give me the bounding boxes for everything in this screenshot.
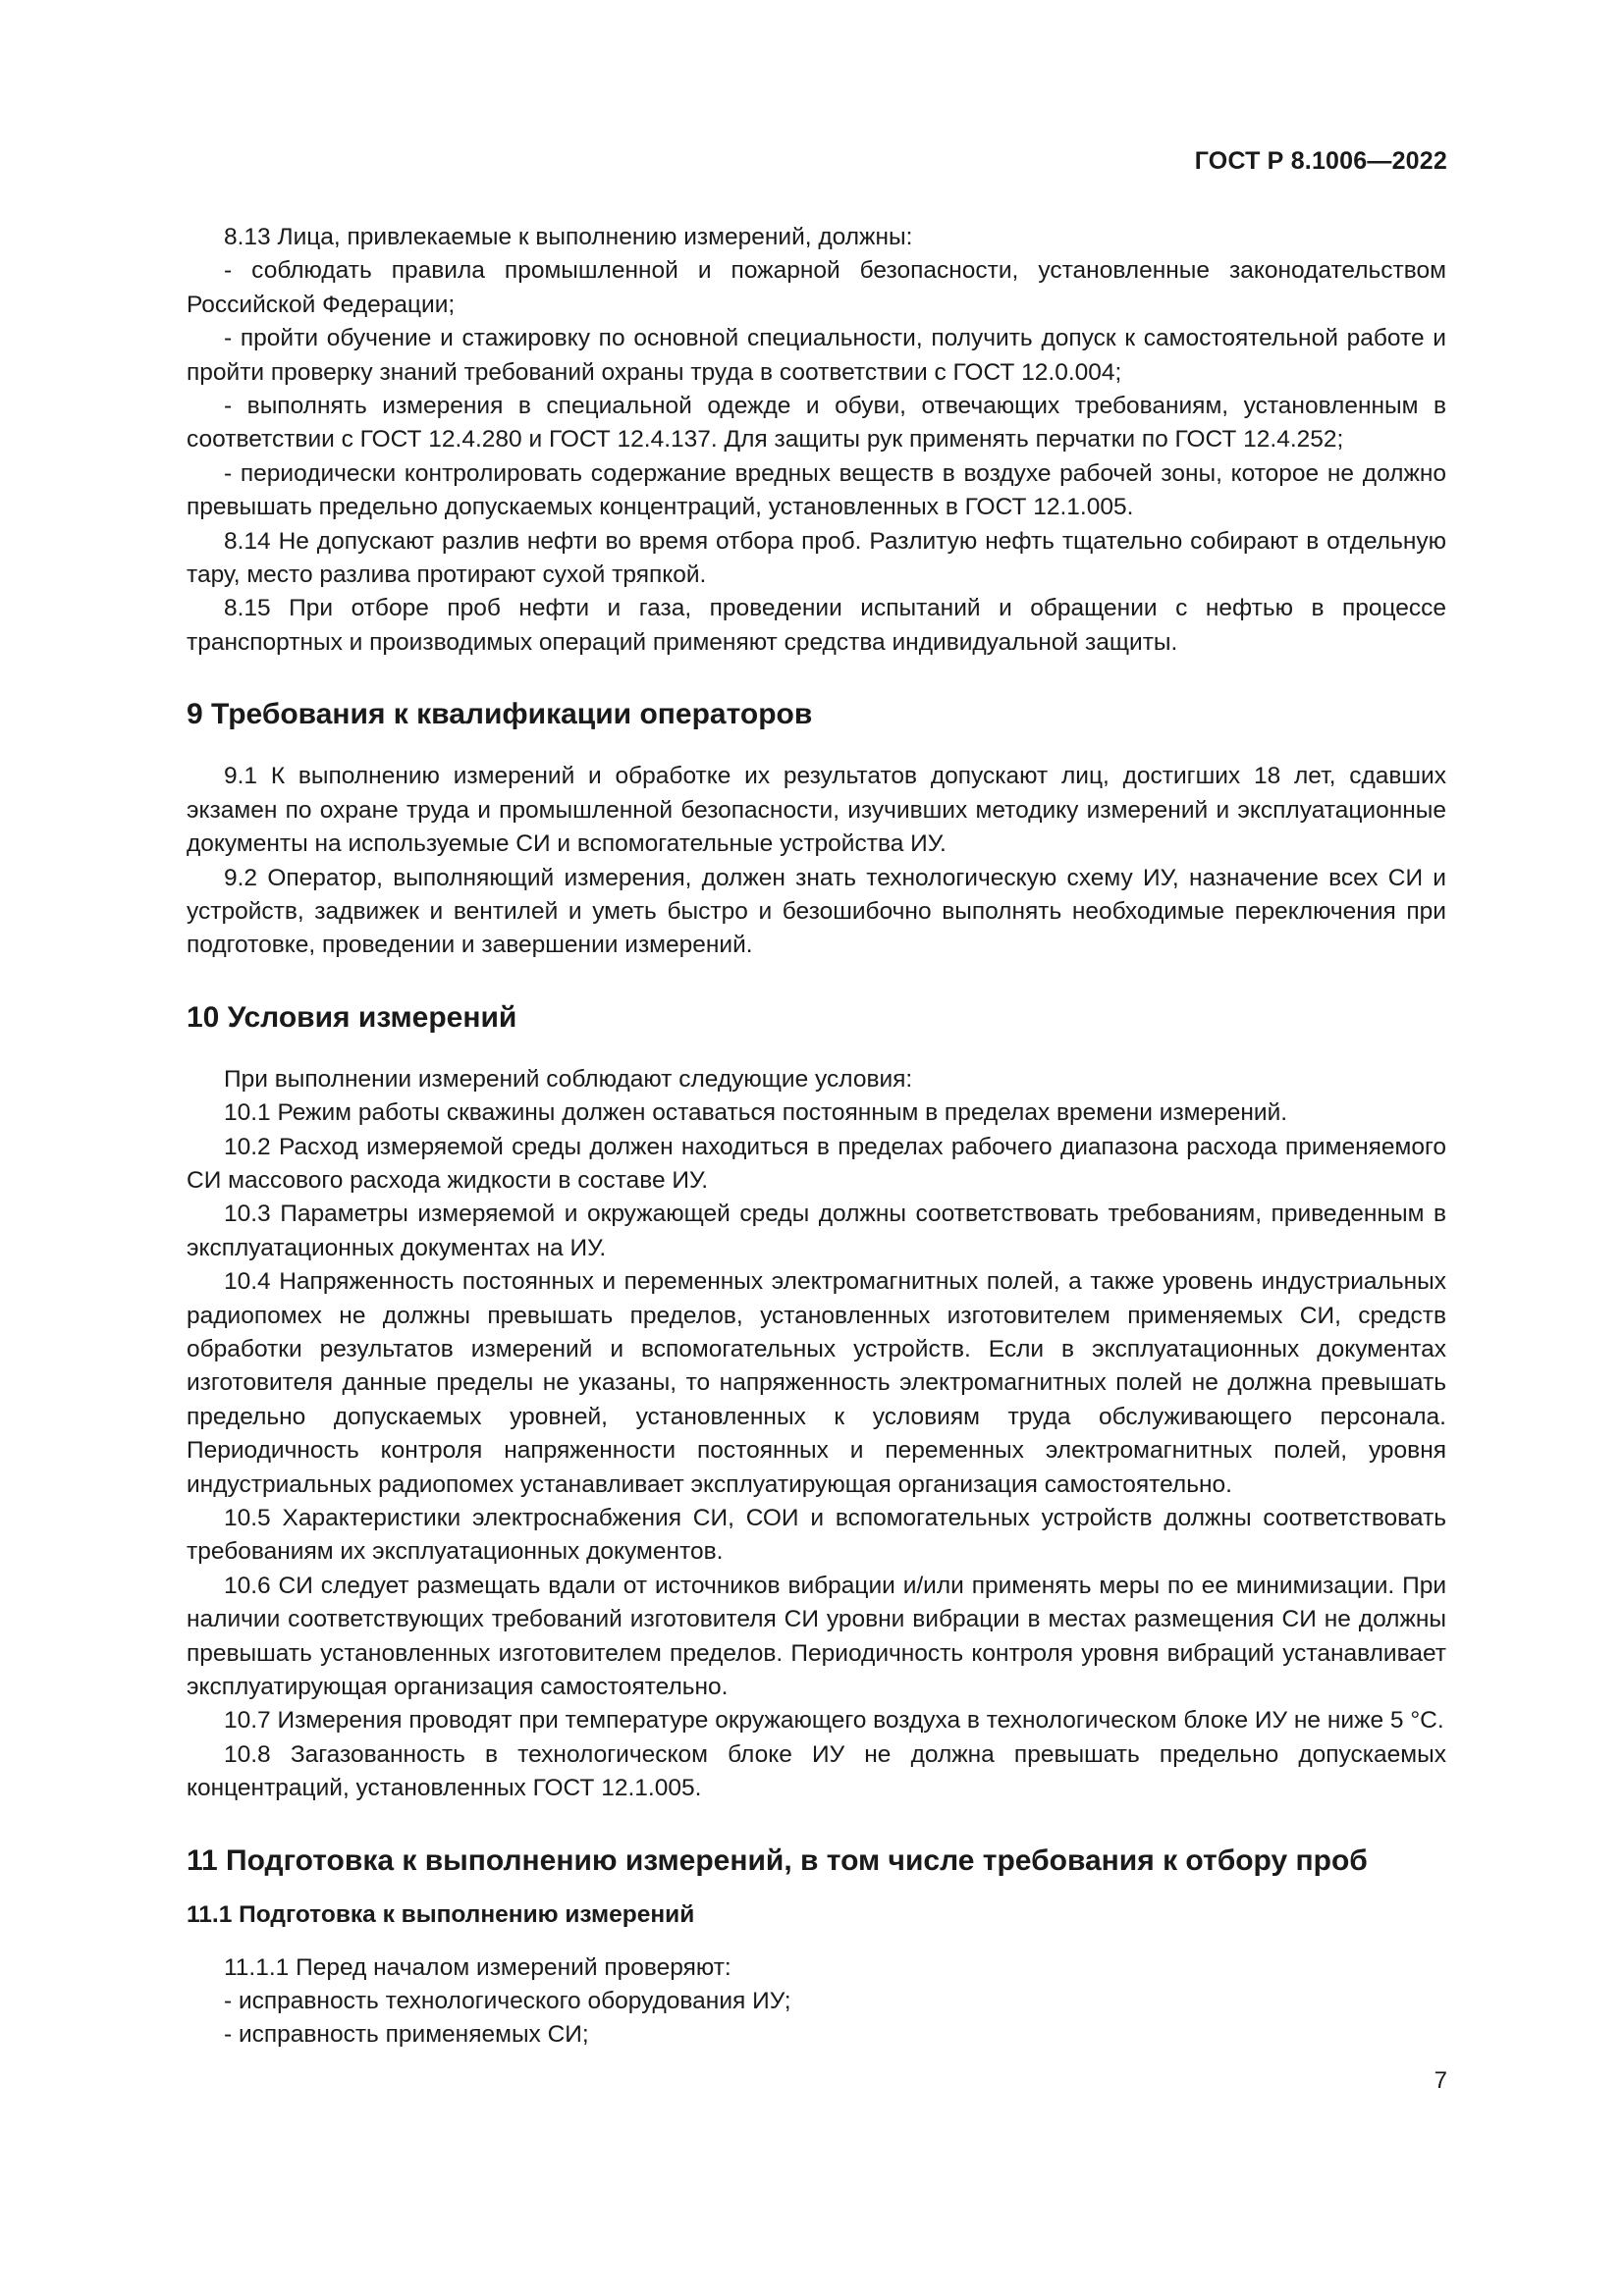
subsection-11-1-heading: 11.1 Подготовка к выполнению измерений [187, 1900, 695, 1928]
paragraph-10-2: 10.2 Расход измеряемой среды должен находиться в пределах рабочего диапазона расхода применяемого СИ массового расхода жидкости в составе ИУ. [187, 1133, 1446, 1194]
section-9-heading: 9 Требования к квалификации операторов [187, 698, 813, 731]
list-item-8-13-2: - пройти обучение и стажировку по основной специальности, получить допуск к самостоятельной работе и пройти проверку знаний требований охраны труда в соответствии с ГОСТ 12.0.004; [187, 325, 1446, 386]
paragraph-10-6: 10.6 СИ следует размещать вдали от источников вибрации и/или применять меры по ее минимизации. При наличии соответствующих требований изготовителя СИ уровни вибрации в местах размещения СИ не должны превышать установленных изготовителем пределов. Периодичность контроля уровня вибраций устанавливает эксплуатирующая организация самостоятельно. [187, 1572, 1446, 1701]
list-item-11-1-1-2: - исправность применяемых СИ; [224, 2021, 589, 2049]
paragraph-10-4: 10.4 Напряженность постоянных и переменных электромагнитных полей, а также уровень индустриальных радиопомех не должны превышать пределов, установленных изготовителем применяемых СИ, средств обработки результатов измерений и вспомогательных устройств. Если в эксплуатационных документах изготовителя данные пределы не указаны, то напряженность электромагнитных полей не должна превышать предельно допускаемых уровней, установленных к условиям труда обслуживающего персонала. Периодичность контроля напряженности постоянных и переменных электромагнитных полей, уровня индустриальных радиопомех устанавливает эксплуатирующая организация самостоятельно. [187, 1268, 1446, 1498]
section-10-heading: 10 Условия измерений [187, 1000, 517, 1034]
list-item-8-13-3: - выполнять измерения в специальной одежде и обуви, отвечающих требованиям, установленным в соответствии с ГОСТ 12.4.280 и ГОСТ 12.4.137. Для защиты рук применять перчатки по ГОСТ 12.4.252; [187, 393, 1446, 454]
list-item-8-13-4: - периодически контролировать содержание вредных веществ в воздухе рабочей зоны, которое не должно превышать предельно допускаемых концентраций, установленных в ГОСТ 12.1.005. [187, 459, 1446, 521]
paragraph-10-8: 10.8 Загазованность в технологическом блоке ИУ не должна превышать предельно допускаемых концентраций, установленных ГОСТ 12.1.005. [187, 1740, 1446, 1802]
paragraph-8-14: 8.14 Не допускают разлив нефти во время отбора проб. Разлитую нефть тщательно собирают в отдельную тару, место разлива протирают сухой тряпкой. [187, 527, 1446, 589]
section-11-heading: 11 Подготовка к выполнению измерений, в том числе требования к отбору проб [187, 1843, 1368, 1877]
paragraph-10-1: 10.1 Режим работы скважины должен оставаться постоянным в пределах времени измерений. [224, 1099, 1288, 1127]
list-item-11-1-1-1: - исправность технологического оборудования ИУ; [224, 1988, 791, 2015]
paragraph-10-5: 10.5 Характеристики электроснабжения СИ, СОИ и вспомогательных устройств должны соответствовать требованиям их эксплуатационных документов. [187, 1505, 1446, 1566]
paragraph-8-13-intro: 8.13 Лица, привлекаемые к выполнению измерений, должны: [224, 224, 913, 250]
paragraph-10-intro: При выполнении измерений соблюдают следующие условия: [224, 1065, 913, 1093]
paragraph-11-1-1: 11.1.1 Перед началом измерений проверяют: [224, 1953, 731, 1981]
paragraph-9-2: 9.2 Оператор, выполняющий измерения, должен знать технологическую схему ИУ, назначение всех СИ и устройств, задвижек и вентилей и уметь быстро и безошибочно выполнять необходимые переключения при подготовке, проведении и завершении измерений. [187, 864, 1446, 959]
page-number: 7 [1434, 2067, 1447, 2094]
document-code-header: ГОСТ Р 8.1006—2022 [1194, 147, 1447, 175]
page-content [187, 221, 1446, 2053]
paragraph-9-1: 9.1 К выполнению измерений и обработке их результатов допускают лиц, достигших 18 лет, сдавших экзамен по охране труда и промышленной безопасности, изучивших методику измерений и эксплуатационные документы на используемые СИ и вспомогательные устройства ИУ. [187, 763, 1446, 858]
paragraph-10-7: 10.7 Измерения проводят при температуре окружающего воздуха в технологическом блоке ИУ не ниже 5 °С. [224, 1707, 1444, 1735]
paragraph-10-3: 10.3 Параметры измеряемой и окружающей среды должны соответствовать требованиям, приведенным в эксплуатационных документах на ИУ. [187, 1201, 1446, 1261]
paragraph-8-15: 8.15 При отборе проб нефти и газа, проведении испытаний и обращении с нефтью в процессе транспортных и производимых операций применяют средства индивидуальной защиты. [187, 595, 1446, 656]
list-item-8-13-1: - соблюдать правила промышленной и пожарной безопасности, установленные законодательством Российской Федерации; [187, 257, 1446, 318]
